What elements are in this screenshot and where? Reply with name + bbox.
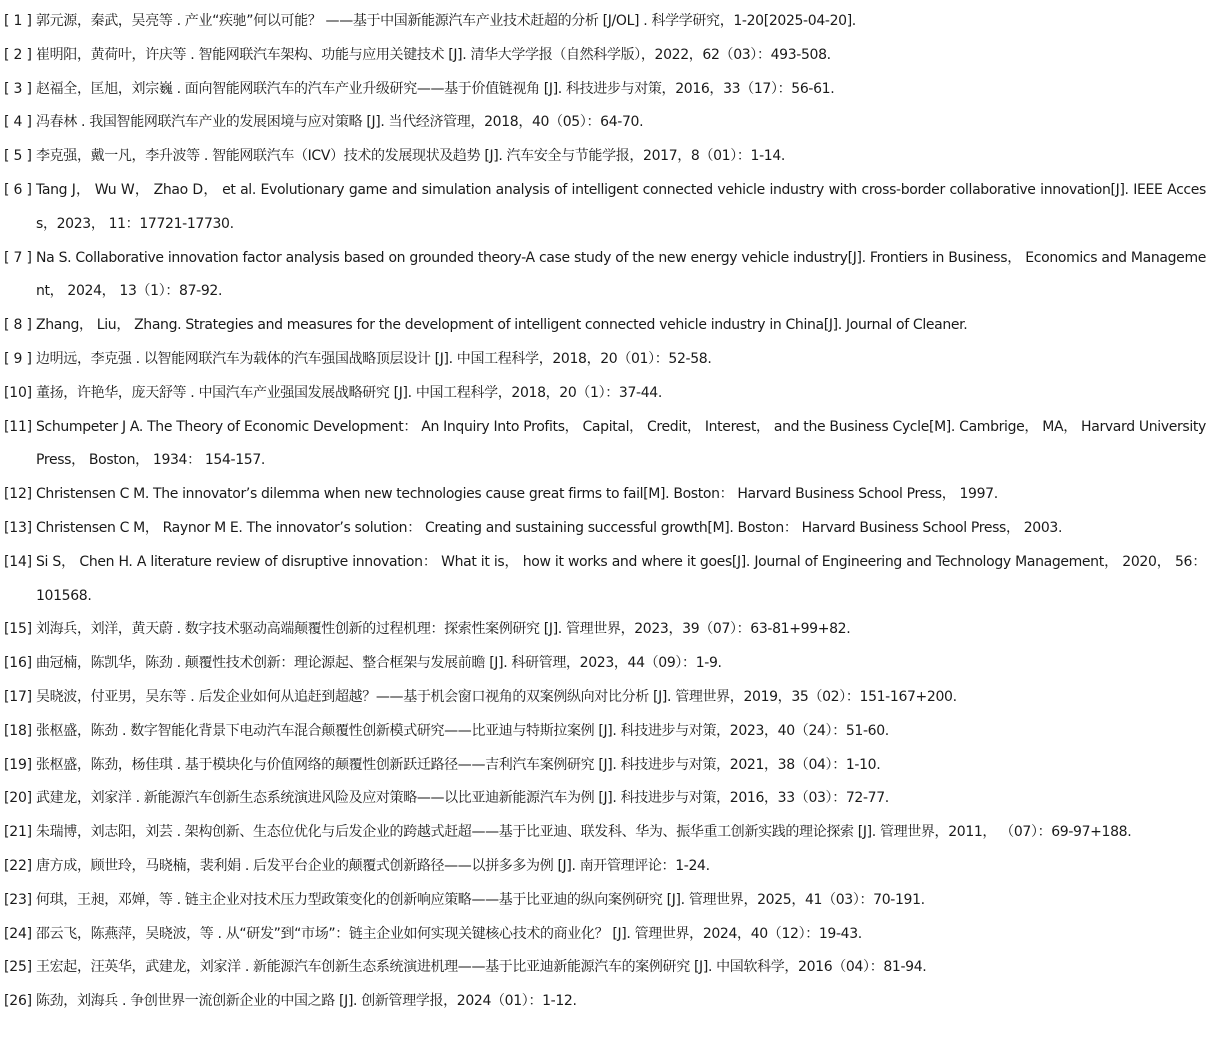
reference-number: [23] bbox=[4, 891, 32, 908]
reference-number: [10] bbox=[4, 384, 32, 401]
reference-number: [ 9 ] bbox=[4, 350, 32, 367]
reference-text: 王宏起，汪英华，武建龙，刘家洋 . 新能源汽车创新生态系统演进机理——基于比亚迪新能源汽车的案例研究 [J]. 中国软科学，2016（04）：81-94. bbox=[36, 959, 927, 976]
reference-item bbox=[4, 613, 1206, 647]
reference-number: [21] bbox=[4, 824, 32, 841]
reference-number: [26] bbox=[4, 993, 32, 1010]
reference-number: [ 3 ] bbox=[4, 80, 32, 97]
reference-item bbox=[4, 309, 1206, 343]
reference-item bbox=[4, 749, 1206, 783]
reference-text: Christensen C M. The innovator’s dilemma when new technologies cause great firms to fail[M]. Boston： Harvard Business School Press， 1997. bbox=[36, 486, 998, 503]
reference-text: Schumpeter J A. The Theory of Economic Development： An Inquiry Into Profits， Capital， Credit， Interest， and the Business Cycle[M]. Cambrige， MA， Harvard University Press， Boston， 1934： 154-157. bbox=[36, 418, 1206, 469]
reference-number: [ 8 ] bbox=[4, 317, 32, 334]
reference-item bbox=[4, 546, 1206, 614]
reference-number: [16] bbox=[4, 655, 32, 672]
reference-number: [ 6 ] bbox=[4, 181, 32, 198]
reference-number: [ 2 ] bbox=[4, 46, 32, 63]
reference-text: 唐方成，顾世玲，马晓楠，裴利娟 . 后发平台企业的颠覆式创新路径——以拼多多为例 [J]. 南开管理评论：1-24. bbox=[36, 857, 710, 874]
reference-text: 赵福全，匡旭，刘宗巍 . 面向智能网联汽车的汽车产业升级研究——基于价值链视角 [J]. 科技进步与对策，2016，33（17）：56-61. bbox=[36, 80, 835, 97]
reference-number: [ 1 ] bbox=[4, 13, 32, 29]
reference-item bbox=[4, 478, 1206, 512]
reference-item bbox=[4, 411, 1206, 479]
reference-item bbox=[4, 715, 1206, 749]
reference-text: 吴晓波，付亚男，吴东等 . 后发企业如何从追赶到超越？——基于机会窗口视角的双案例纵向对比分析 [J]. 管理世界，2019，35（02）：151-167+200. bbox=[36, 688, 957, 705]
reference-text: 张枢盛，陈劲，杨佳琪 . 基于模块化与价值网络的颠覆性创新跃迁路径——吉利汽车案例研究 [J]. 科技进步与对策，2021，38（04）：1-10. bbox=[36, 756, 881, 773]
reference-list bbox=[4, 5, 1206, 1019]
reference-text: Tang J， Wu W， Zhao D， et al. Evolutionary game and simulation analysis of intelligent connected vehicle industry with cross-border collaborative innovation[J]. IEEE Access，2023， 11：17721-17730. bbox=[36, 181, 1206, 232]
reference-item bbox=[4, 782, 1206, 816]
reference-item bbox=[4, 850, 1206, 884]
reference-item bbox=[4, 140, 1206, 174]
reference-text: 张枢盛，陈劲 . 数字智能化背景下电动汽车混合颠覆性创新模式研究——比亚迪与特斯拉案例 [J]. 科技进步与对策，2023，40（24）：51-60. bbox=[36, 722, 889, 739]
reference-text: 刘海兵，刘洋，黄天蔚 . 数字技术驱动高端颠覆性创新的过程机理：探索性案例研究 [J]. 管理世界，2023，39（07）：63-81+99+82. bbox=[36, 621, 851, 638]
reference-number: [17] bbox=[4, 688, 32, 705]
reference-item bbox=[4, 5, 1206, 39]
reference-item bbox=[4, 985, 1206, 1019]
reference-item bbox=[4, 816, 1206, 850]
reference-text: Zhang， Liu， Zhang. Strategies and measures for the development of intelligent connected vehicle industry in China[J]. Journal of Cleaner. bbox=[36, 317, 968, 334]
reference-item bbox=[4, 242, 1206, 310]
reference-item bbox=[4, 681, 1206, 715]
reference-item bbox=[4, 918, 1206, 952]
reference-item bbox=[4, 951, 1206, 985]
reference-item bbox=[4, 512, 1206, 546]
reference-item bbox=[4, 174, 1206, 242]
reference-number: [18] bbox=[4, 722, 32, 739]
reference-number: [11] bbox=[4, 418, 32, 435]
reference-text: Na S. Collaborative innovation factor analysis based on grounded theory-A case study of the new energy vehicle industry[J]. Frontiers in Business， Economics and Management， 2024， 13（1）：87-92. bbox=[36, 249, 1206, 300]
reference-item bbox=[4, 377, 1206, 411]
reference-number: [25] bbox=[4, 959, 32, 976]
reference-text: Si S， Chen H. A literature review of disruptive innovation： What it is， how it works and where it goes[J]. Journal of Engineering and Technology Management， 2020， 56： 101568. bbox=[36, 553, 1206, 604]
reference-text: Christensen C M， Raynor M E. The innovator’s solution： Creating and sustaining successful growth[M]. Boston： Harvard Business School Press， 2003. bbox=[36, 519, 1063, 536]
reference-text: 朱瑞博，刘志阳，刘芸 . 架构创新、生态位优化与后发企业的跨越式赶超——基于比亚迪、联发科、华为、振华重工创新实践的理论探索 [J]. 管理世界，2011， （07）：69-97+188. bbox=[36, 824, 1132, 841]
reference-text: 边明远，李克强 . 以智能网联汽车为载体的汽车强国战略顶层设计 [J]. 中国工程科学，2018，20（01）：52-58. bbox=[36, 350, 712, 367]
reference-text: 陈劲，刘海兵 . 争创世界一流创新企业的中国之路 [J]. 创新管理学报，2024（01）：1-12. bbox=[36, 993, 577, 1010]
reference-text: 董扬，许艳华，庞天舒等 . 中国汽车产业强国发展战略研究 [J]. 中国工程科学，2018，20（1）：37-44. bbox=[36, 384, 662, 401]
reference-item bbox=[4, 884, 1206, 918]
reference-text: 邵云飞，陈燕萍，吴晓波，等 . 从“研发”到“市场”：链主企业如何实现关键核心技术的商业化？ [J]. 管理世界，2024，40（12）：19-43. bbox=[36, 925, 862, 942]
reference-text: 崔明阳，黄荷叶，许庆等 . 智能网联汽车架构、功能与应用关键技术 [J]. 清华大学学报（自然科学版），2022，62（03）：493-508. bbox=[36, 46, 831, 63]
reference-number: [24] bbox=[4, 925, 32, 942]
reference-item bbox=[4, 343, 1206, 377]
reference-text: 何琪，王昶，邓婵，等 . 链主企业对技术压力型政策变化的创新响应策略——基于比亚迪的纵向案例研究 [J]. 管理世界，2025，41（03）：70-191. bbox=[36, 891, 925, 908]
reference-text: 李克强，戴一凡，李升波等 . 智能网联汽车（ICV）技术的发展现状及趋势 [J]. 汽车安全与节能学报，2017，8（01）：1-14. bbox=[36, 148, 786, 165]
reference-number: [ 7 ] bbox=[4, 249, 32, 266]
reference-text: 武建龙，刘家洋 . 新能源汽车创新生态系统演进风险及应对策略——以比亚迪新能源汽车为例 [J]. 科技进步与对策，2016，33（03）：72-77. bbox=[36, 790, 889, 807]
reference-text: 冯春林 . 我国智能网联汽车产业的发展困境与应对策略 [J]. 当代经济管理，2018，40（05）：64-70. bbox=[36, 114, 644, 131]
reference-text: 郭元源，秦武，吴亮等 . 产业“疾驰”何以可能？ ——基于中国新能源汽车产业技术赶超的分析 [J/OL] . 科学学研究，1-20[2025-04-20]. bbox=[36, 13, 856, 29]
reference-item bbox=[4, 73, 1206, 107]
reference-number: [ 5 ] bbox=[4, 148, 32, 165]
reference-number: [19] bbox=[4, 756, 32, 773]
reference-item bbox=[4, 647, 1206, 681]
reference-number: [13] bbox=[4, 519, 32, 536]
reference-number: [14] bbox=[4, 553, 32, 570]
reference-item bbox=[4, 39, 1206, 73]
reference-number: [20] bbox=[4, 790, 32, 807]
reference-text: 曲冠楠，陈凯华，陈劲 . 颠覆性技术创新：理论源起、整合框架与发展前瞻 [J]. 科研管理，2023，44（09）：1-9. bbox=[36, 655, 722, 672]
reference-number: [15] bbox=[4, 621, 32, 638]
reference-number: [ 4 ] bbox=[4, 114, 32, 131]
reference-item bbox=[4, 106, 1206, 140]
reference-number: [22] bbox=[4, 857, 32, 874]
reference-number: [12] bbox=[4, 486, 32, 503]
